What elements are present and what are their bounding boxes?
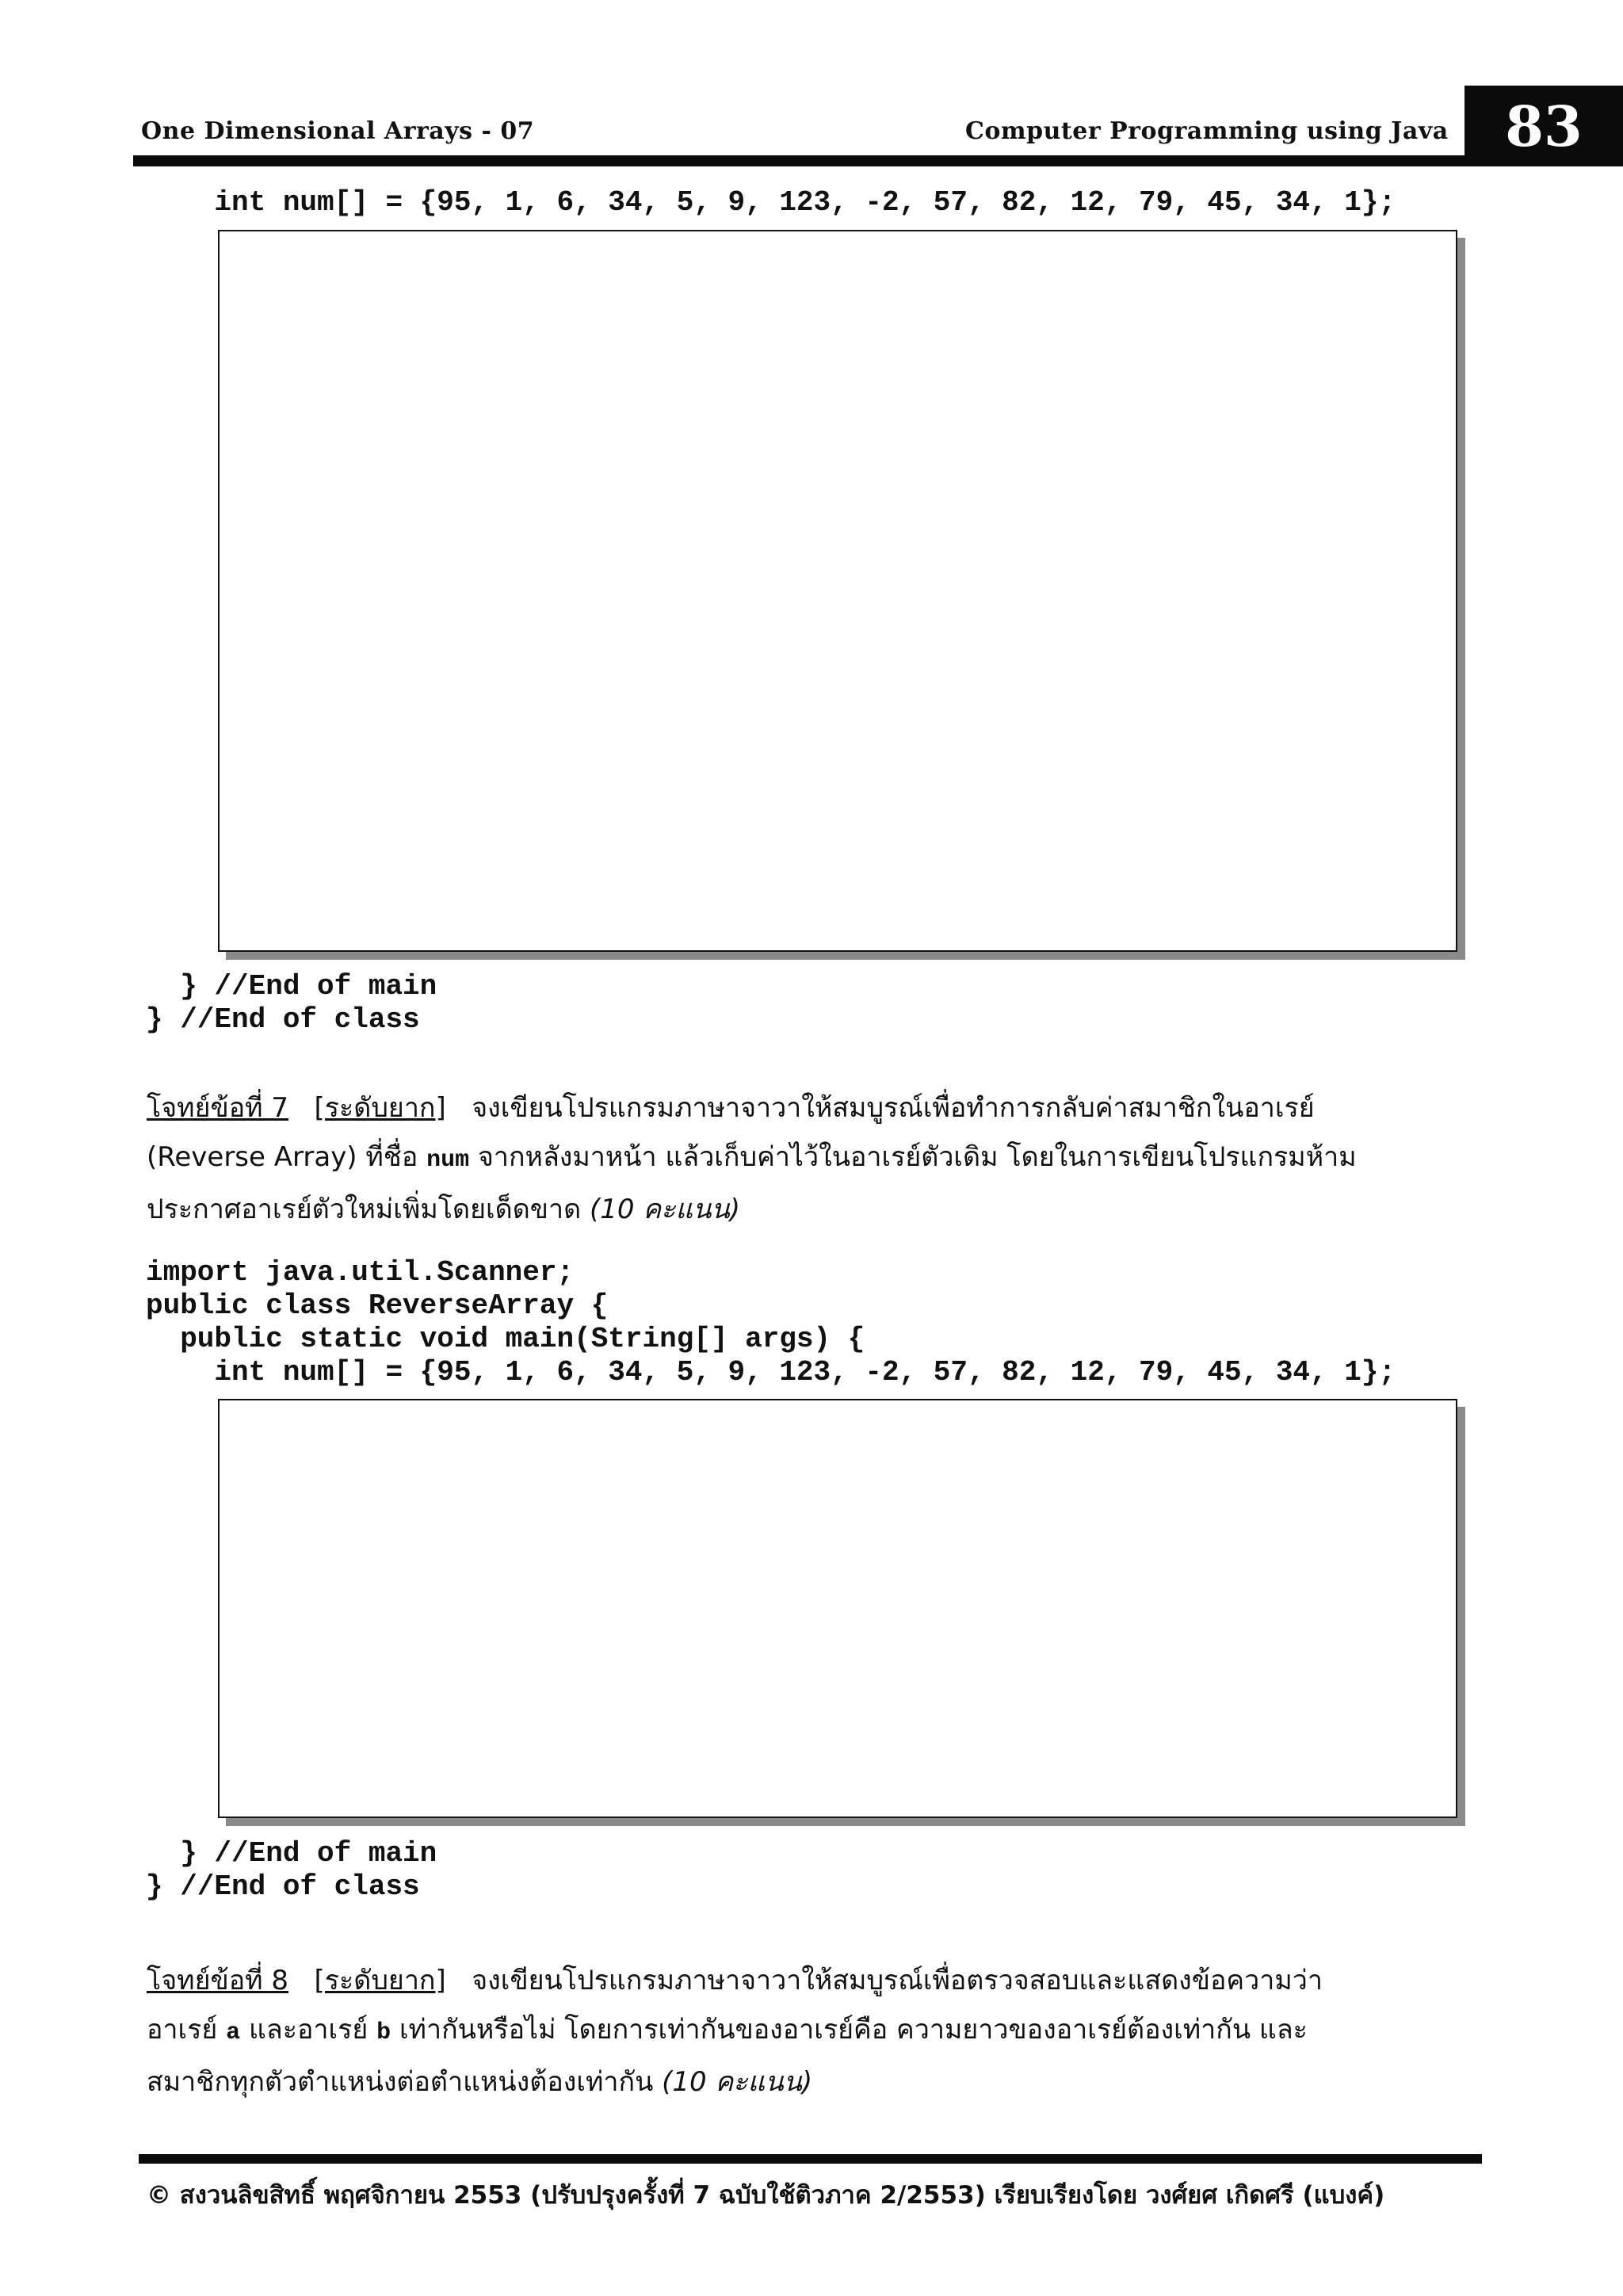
question-8-text-b1: อาเรย์ [147,2014,218,2046]
question-8-line-3 [147,2057,1475,2107]
page-number-tab [1465,86,1623,166]
question-7-text-b2: จากหลังมาหน้า แล้วเก็บค่าไว้ในอาเรย์ตัวเดิม โดยในการเขียนโปรแกรมห้าม [477,1141,1357,1173]
question-7-text-a: จงเขียนโปรแกรมภาษาจาวาให้สมบูรณ์เพื่อทำการกลับค่าสมาชิกในอาเรย์ [472,1092,1315,1124]
question-8-label: โจทย์ข้อที่ 8 [147,1965,289,1996]
question-8-line-2 [147,2005,1475,2057]
question-7-score: (10 คะแนน) [590,1194,741,1225]
header-rule [133,155,1623,166]
question-8-variable-a: a [226,2019,241,2046]
running-header-chapter: One Dimensional Arrays - 07 [141,117,535,145]
question-7 [147,1083,1475,1234]
code-end-block: } //End of main } //End of class [146,970,437,1036]
page-number: 83 [1505,93,1583,159]
question-8 [147,1956,1475,2107]
question-8-variable-b: b [376,2019,391,2046]
question-8-line-1 [147,1956,1475,2005]
footer-rule [139,2154,1482,2164]
question-7-line-1 [147,1083,1475,1133]
question-7-text-b1: (Reverse Array) ที่ชื่อ [147,1141,418,1173]
code-end-block: } //End of main } //End of class [146,1837,437,1903]
question-8-text-a: จงเขียนโปรแกรมภาษาจาวาให้สมบูรณ์เพื่อตรวจสอบและแสดงข้อความว่า [472,1965,1323,1996]
answer-box[interactable] [218,1399,1457,1818]
code-array-declaration: int num[] = {95, 1, 6, 34, 5, 9, 123, -2, 57, 82, 12, 79, 45, 34, 1}; [146,186,1396,219]
question-8-text-b3: เท่ากันหรือไม่ โดยการเท่ากันของอาเรย์คือ ความยาวของอาเรย์ต้องเท่ากัน และ [399,2014,1308,2046]
question-8-text-b2: และอาเรย์ [248,2014,369,2046]
question-7-text-c: ประกาศอาเรย์ตัวใหม่เพิ่มโดยเด็ดขาด [147,1194,582,1225]
question-8-level: [ระดับยาก] [314,1965,446,1996]
question-7-level: [ระดับยาก] [314,1092,446,1124]
question-7-line-3 [147,1185,1475,1234]
code-reverse-array: import java.util.Scanner; public class ReverseArray { public static void main(String[] args) { int num[] = {95, 1, 6, 34, 5, 9, 123, -2, 57, 82, 12, 79, 45, 34, 1}; [146,1256,1396,1389]
question-8-score: (10 คะแนน) [662,2066,813,2098]
answer-box[interactable] [218,230,1457,952]
copyright-footer: © สงวนลิขสิทธิ์ พฤศจิกายน 2553 (ปรับปรุงครั้งที่ 7 ฉบับใช้ติวภาค 2/2553) เรียบเรียงโดย วงศ์ยศ เกิดศรี (แบงค์) [147,2181,1385,2210]
question-7-variable: num [426,1147,470,1174]
question-7-label: โจทย์ข้อที่ 7 [147,1092,289,1124]
running-header-book-title: Computer Programming using Java [965,117,1449,145]
question-8-text-c: สมาชิกทุกตัวตำแหน่งต่อตำแหน่งต้องเท่ากัน [147,2066,654,2098]
question-7-line-2 [147,1133,1475,1185]
